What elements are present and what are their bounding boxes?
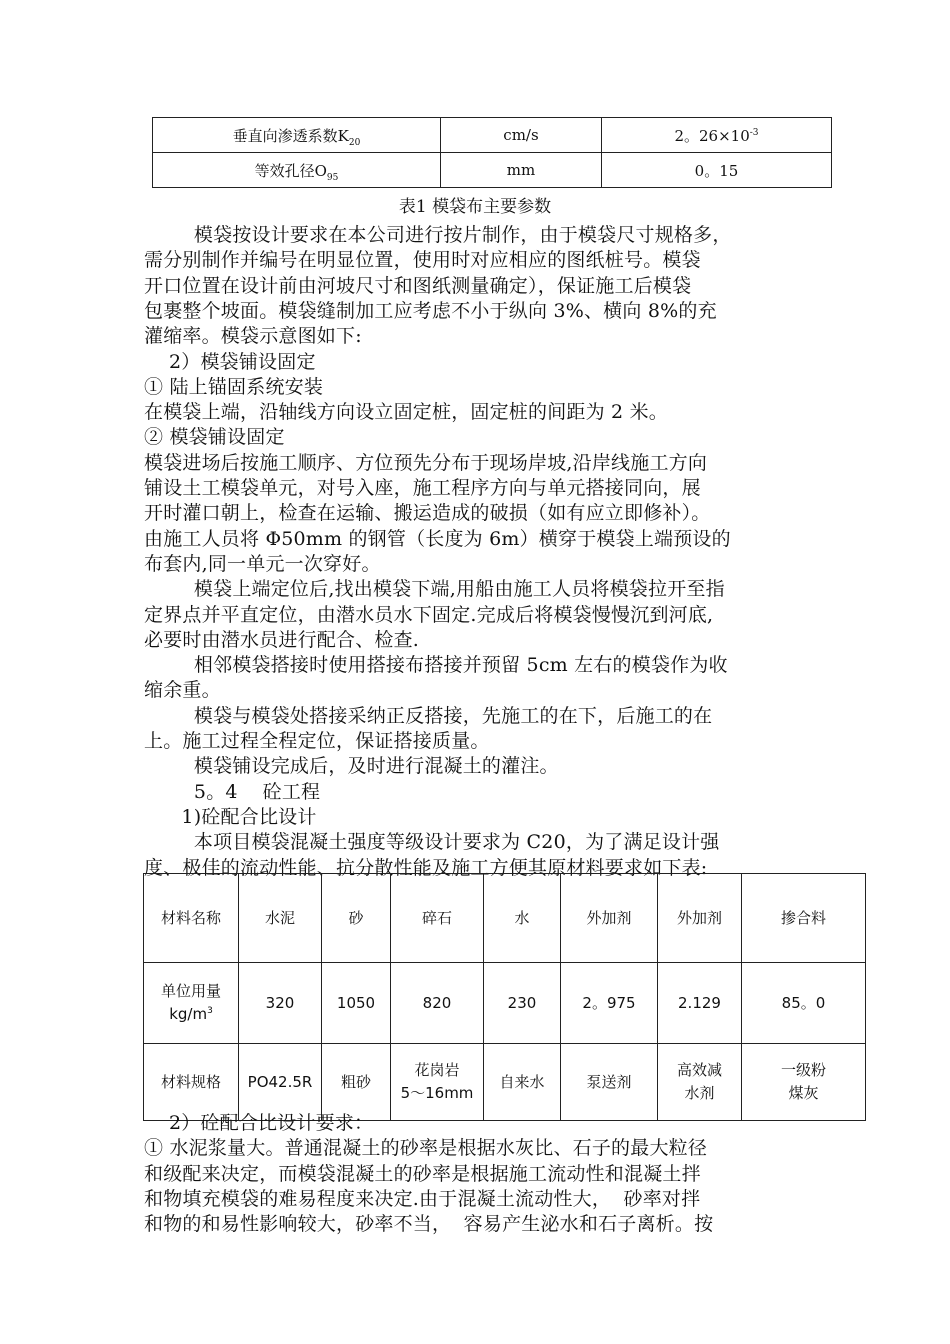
- text-line: ① 陆上锚固系统安装: [144, 375, 324, 398]
- text-line: 开时灌口朝上，检查在运输、搬运造成的破损（如有应立即修补）。: [144, 502, 711, 525]
- header-cell: 外加剂: [561, 874, 658, 963]
- text-line: 模袋进场后按施工顺序、方位预先分布于现场岸坡,沿岸线施工方向: [144, 451, 708, 474]
- param-unit-cell: mm: [441, 153, 602, 188]
- param-value-cell: 0。15: [602, 153, 832, 188]
- text-line: 度、极佳的流动性能、抗分散性能及施工方便其原材料要求如下表:: [144, 856, 708, 879]
- text-line: 模袋按设计要求在本公司进行按片制作，由于模袋尺寸规格多，: [144, 224, 732, 246]
- table-cell: 320: [239, 963, 322, 1044]
- table-cell: 85。0: [742, 963, 866, 1044]
- table-cell: 1050: [322, 963, 391, 1044]
- table-cell: 2。975: [561, 963, 658, 1044]
- table-cell: 230: [484, 963, 561, 1044]
- header-cell: 水泥: [239, 874, 322, 963]
- table-row: [144, 963, 866, 1044]
- table-cell: 粗砂: [322, 1044, 391, 1121]
- header-cell: 外加剂: [658, 874, 742, 963]
- text-line: 模袋铺设完成后，及时进行混凝土的灌注。: [144, 755, 559, 778]
- header-cell: 掺合料: [742, 874, 866, 963]
- row-label-cell: 材料规格: [144, 1044, 239, 1121]
- param-name-cell: [153, 153, 441, 188]
- text-line: 上。施工过程全程定位，保证搭接质量。: [144, 730, 490, 752]
- table-row: [144, 1044, 866, 1121]
- text-line: 由施工人员将 Φ50mm 的钢管（长度为 6m）横穿于模袋上端预设的: [144, 527, 731, 550]
- text-line: 模袋与模袋处搭接采纳正反搭接，先施工的在下，后施工的在: [144, 704, 713, 727]
- text-line: 开口位置在设计前由河坡尺寸和图纸测量确定），保证施工后模袋: [144, 274, 692, 297]
- table-cell: 820: [391, 963, 484, 1044]
- text-line: 必要时由潜水员进行配合、检查.: [144, 628, 420, 651]
- text-line: 2）模袋铺设固定: [144, 350, 316, 373]
- table-row: [144, 874, 866, 963]
- param-value: 2。26×10: [674, 126, 750, 145]
- text-line: 包裹整个坡面。模袋缝制加工应考虑不小于纵向 3%、横向 8%的充: [144, 299, 717, 322]
- text-line: 需分别制作并编号在明显位置，使用时对应相应的图纸桩号。模袋: [144, 249, 701, 272]
- param-name-cell: [153, 118, 441, 153]
- table-row: [153, 153, 832, 188]
- table-row: [153, 118, 832, 153]
- table-cell: 2.129: [658, 963, 742, 1044]
- text-line: 缩余重。: [144, 679, 221, 702]
- param-name: 等效孔径O: [254, 161, 327, 180]
- text-line: 1)砼配合比设计: [144, 805, 317, 828]
- text-line: 和级配来决定，而模袋混凝土的砂率是根据施工流动性和混凝土拌: [144, 1162, 701, 1185]
- text-line: 铺设土工模袋单元，对号入座，施工程序方向与单元搭接同向，展: [144, 477, 701, 499]
- parameters-table: [152, 117, 832, 188]
- row-unit-exponent: 3: [207, 1006, 213, 1016]
- table-cell: 自来水: [484, 1044, 561, 1121]
- param-unit-cell: cm/s: [441, 118, 602, 153]
- param-value-cell: [602, 118, 832, 153]
- text-line: 定界点并平直定位，由潜水员水下固定.完成后将模袋慢慢沉到河底,: [144, 603, 714, 626]
- param-exponent: -3: [749, 127, 759, 138]
- row-unit: kg/m: [169, 1005, 208, 1023]
- text-line: 模袋上端定位后,找出模袋下端,用船由施工人员将模袋拉开至指: [144, 578, 725, 601]
- text-line: 和物填充模袋的难易程度来决定.由于混凝土流动性大， 砂率对拌: [144, 1187, 701, 1210]
- param-subscript: 95: [326, 172, 339, 183]
- table-caption: 表1 模袋布主要参数: [398, 197, 552, 217]
- text-line: 本项目模袋混凝土强度等级设计要求为 C20，为了满足设计强: [144, 831, 720, 854]
- text-line: ① 水泥浆量大。普通混凝土的砂率是根据水灰比、石子的最大粒径: [144, 1137, 708, 1160]
- text-line: 和物的和易性影响较大，砂率不当， 容易产生泌水和石子离析。按: [144, 1213, 714, 1236]
- row-label: 单位用量: [160, 982, 221, 1000]
- text-line: 在模袋上端，沿轴线方向设立固定桩，固定桩的间距为 2 米。: [144, 401, 668, 424]
- header-cell: 砂: [322, 874, 391, 963]
- table-cell: PO42.5R: [239, 1044, 322, 1121]
- text-line: 相邻模袋搭接时使用搭接布搭接并预留 5cm 左右的模袋作为收: [144, 654, 728, 677]
- param-name: 垂直向渗透系数K: [232, 126, 349, 145]
- materials-table: [143, 873, 866, 1121]
- header-cell: 材料名称: [144, 874, 239, 963]
- text-line: 2）砼配合比设计要求：: [144, 1112, 374, 1134]
- table-cell: 花岗岩 5～16mm: [391, 1044, 484, 1121]
- row-label-cell: [144, 963, 239, 1044]
- text-line: ② 模袋铺设固定: [144, 426, 285, 449]
- header-cell: 碎石: [391, 874, 484, 963]
- table-cell: 高效减 水剂: [658, 1044, 742, 1121]
- text-line: 5。4 砼工程: [144, 780, 321, 803]
- text-line: 灌缩率。模袋示意图如下:: [144, 325, 362, 348]
- header-cell: 水: [484, 874, 561, 963]
- text-line: 布套内,同一单元一次穿好。: [144, 552, 381, 575]
- table-cell: 泵送剂: [561, 1044, 658, 1121]
- table-cell: 一级粉 煤灰: [742, 1044, 866, 1121]
- param-subscript: 20: [348, 137, 361, 148]
